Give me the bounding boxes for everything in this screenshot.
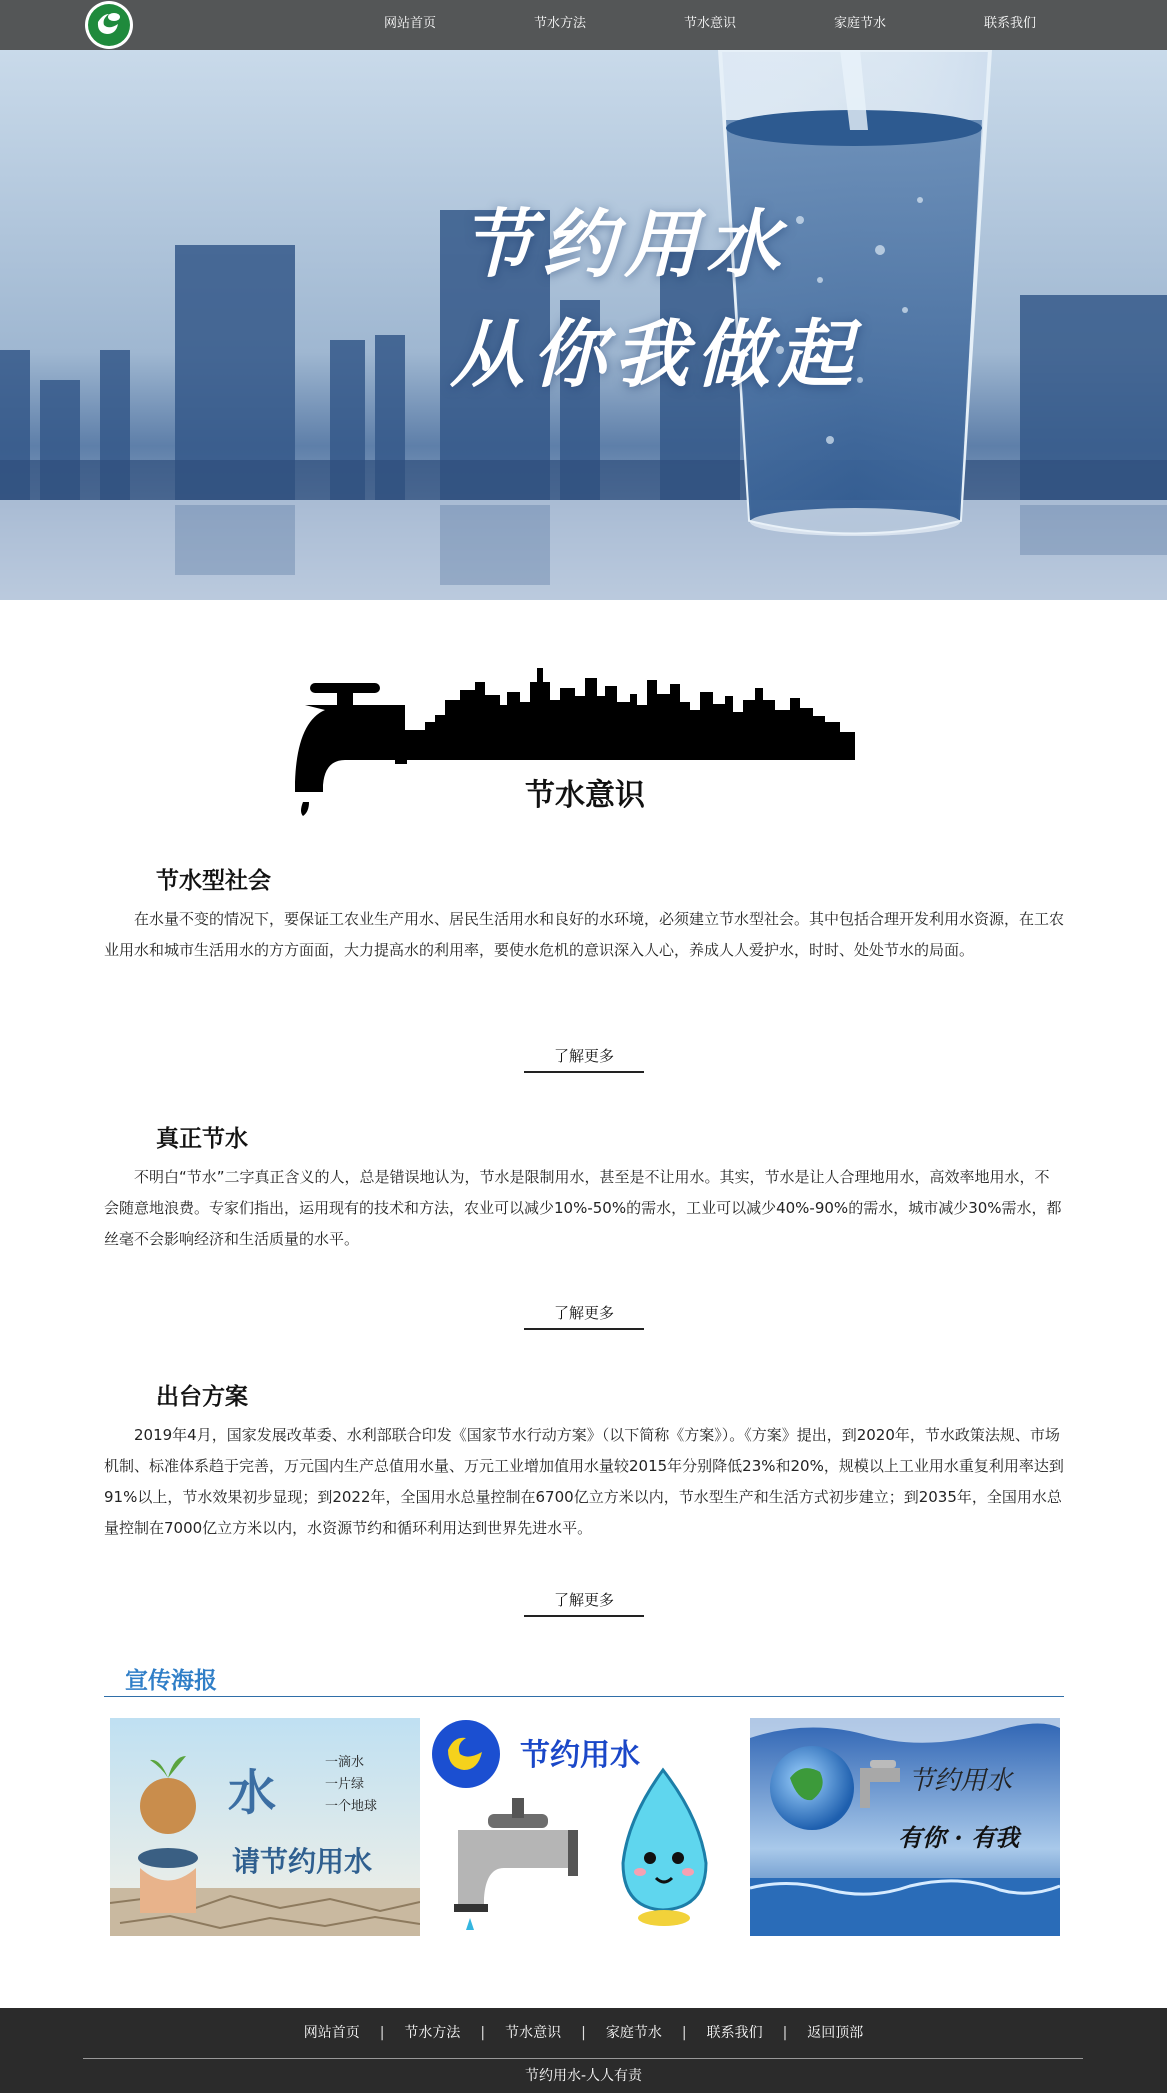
footer-awareness-link[interactable]: 节水意识 [505,2025,562,2041]
poster-save-water-cartoon[interactable] [428,1718,738,1936]
article-body: 2019年4月，国家发展改革委、水利部联合印发《国家节水行动方案》（以下简称《方案》）。《方案》提出，到2020年，节水政策法规、市场机制、标准体系趋于完善，万元国内生产总值用水量、万元工业增加值用水量较2015年分别降低23%和20%，规模以上工业用水重复利用率达到91%以上，节水效果初步显现；到2022年，全国用水总量控制在6700亿立方米以内，节水型生产和生活方式初步建立；到2035年，全国用水总量控制在7000亿立方米以内，水资源节约和循环利用达到世界先进水平。 [104,1426,1064,1537]
hero-slogan-line2: 从你我做起 [450,312,860,398]
footer-links [0,2008,1167,2058]
footer-back-to-top-link[interactable]: 返回顶部 [807,2025,864,2041]
footer-divider [83,2058,1083,2059]
poster1-line: 一片绿 [325,1777,365,1792]
article-title: 节水型社会 [156,868,271,894]
article-water-saving-society [104,864,1064,966]
poster-save-water-earth[interactable] [110,1718,420,1936]
poster3-subtitle: 有你 · 有我 [898,1823,1020,1852]
footer-home-link[interactable]: 网站首页 [303,2025,360,2041]
hero-slogan-line1: 节约用水 [460,202,788,288]
nav-methods-link[interactable]: 节水方法 [533,16,586,31]
footer-methods-link[interactable]: 节水方法 [404,2025,461,2041]
footer-separator: | [379,2025,385,2041]
footer-separator: | [581,2025,586,2041]
nav-home-link[interactable]: 网站首页 [383,16,436,31]
footer-separator: | [782,2025,788,2041]
learn-more-button-1[interactable]: 了解更多 [524,1041,644,1073]
footer-separator: | [681,2025,687,2041]
article-body: 在水量不变的情况下，要保证工农业生产用水、居民生活用水和良好的水环境，必须建立节水型社会。其中包括合理开发利用水资源，在工农业用水和城市生活用水的方方面面，大力提高水的利用率，要使水危机的意识深入人心，养成人人爱护水，时时、处处节水的局面。 [104,910,1065,959]
footer-copyright: 节约用水-人人有责 [524,2068,643,2084]
poster1-slogan: 请节约用水 [232,1845,373,1878]
hero-banner [0,50,1167,600]
hero-slogan [450,190,860,410]
poster1-line: 一滴水 [325,1755,365,1770]
poster3-title: 节约用水 [908,1766,1013,1796]
posters-heading-text: 宣传海报 [125,1668,217,1694]
top-navigation-bar [0,0,1167,50]
learn-more-button-2[interactable]: 了解更多 [524,1298,644,1330]
article-real-water-saving [104,1122,1064,1255]
water-drop-logo-icon[interactable] [83,0,135,50]
poster1-water-glyph: 水 [228,1765,277,1821]
article-body: 不明白“节水”二字真正含义的人，总是错误地认为，节水是限制用水，甚至是不让用水。其实，节水是让人合理地用水，高效率地用水，不会随意地浪费。专家们指出，运用现有的技术和方法，农业可以减少10%-50%的需水，工业可以减少40%-90%的需水，城市减少30%需水，都丝毫不会影响经济和生活质量的水平。 [104,1168,1062,1248]
posters-heading [104,1660,1064,1697]
page-footer [0,2008,1167,2093]
nav-contact-link[interactable]: 联系我们 [983,16,1036,31]
article-title: 真正节水 [156,1126,248,1152]
nav-menu [335,0,1085,50]
learn-more-button-3[interactable]: 了解更多 [524,1585,644,1617]
footer-contact-link[interactable]: 联系我们 [706,2025,763,2041]
article-title: 出台方案 [156,1384,248,1410]
poster1-lines [325,1752,377,1818]
poster1-line: 一个地球 [325,1799,378,1814]
footer-separator: | [480,2025,486,2041]
nav-home-saving-link[interactable]: 家庭节水 [833,16,886,31]
poster2-title: 节约用水 [520,1738,640,1773]
section-title-banner [285,660,885,830]
poster-save-water-globe[interactable] [750,1718,1060,1936]
section-title: 节水意识 [525,778,645,813]
nav-awareness-link[interactable]: 节水意识 [683,16,736,31]
article-policy-plan [104,1380,1064,1544]
footer-home-saving-link[interactable]: 家庭节水 [605,2025,662,2041]
